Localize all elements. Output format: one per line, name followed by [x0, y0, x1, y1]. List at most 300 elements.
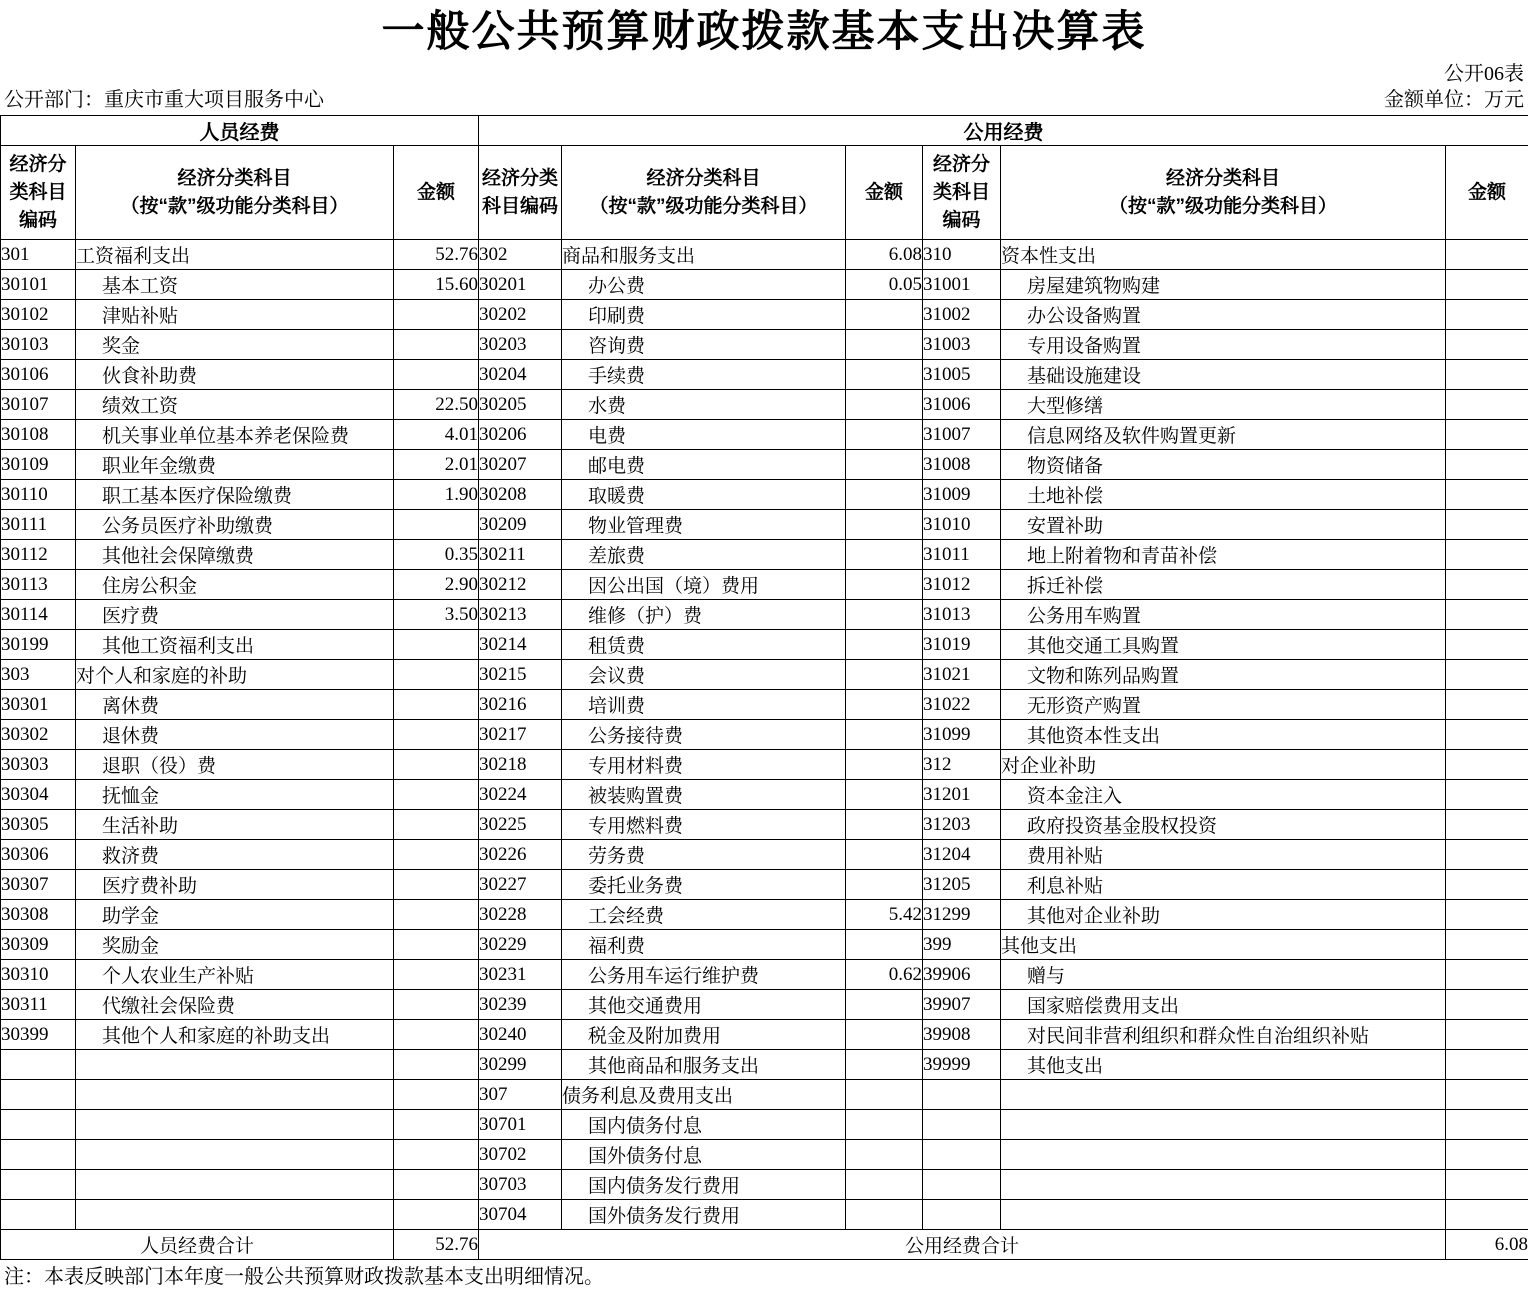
col-header-subject-line2: （按“款”级功能分类科目） [589, 195, 818, 217]
amount-cell: 15.60 [394, 270, 479, 300]
subject-cell: 地上附着物和青苗补偿 [1001, 540, 1446, 570]
subject-cell: 商品和服务支出 [562, 240, 846, 270]
amount-cell [394, 930, 479, 960]
amount-cell [1446, 330, 1528, 360]
code-cell: 30202 [479, 300, 562, 330]
code-cell: 31001 [923, 270, 1001, 300]
code-cell: 30102 [1, 300, 76, 330]
table-row [1, 450, 1528, 480]
personnel-total-label: 人员经费合计 [1, 1230, 394, 1260]
amount-cell [394, 1200, 479, 1230]
code-cell: 30112 [1, 540, 76, 570]
subject-cell: 安置补助 [1001, 510, 1446, 540]
code-cell: 31299 [923, 900, 1001, 930]
amount-cell [1446, 960, 1528, 990]
code-cell: 302 [479, 240, 562, 270]
code-cell: 30303 [1, 750, 76, 780]
code-cell: 30311 [1, 990, 76, 1020]
code-cell: 30209 [479, 510, 562, 540]
code-cell: 30305 [1, 810, 76, 840]
subject-cell [76, 1170, 394, 1200]
subject-cell [76, 1080, 394, 1110]
subject-cell: 国内债务发行费用 [562, 1170, 846, 1200]
subject-cell [1001, 1110, 1446, 1140]
subject-cell: 对个人和家庭的补助 [76, 660, 394, 690]
amount-cell [394, 360, 479, 390]
table-row [1, 510, 1528, 540]
code-cell: 30216 [479, 690, 562, 720]
subject-cell [76, 1110, 394, 1140]
subject-cell: 债务利息及费用支出 [562, 1080, 846, 1110]
amount-cell [846, 840, 923, 870]
code-cell: 30308 [1, 900, 76, 930]
amount-cell: 1.90 [394, 480, 479, 510]
code-cell: 30307 [1, 870, 76, 900]
subject-cell: 对企业补助 [1001, 750, 1446, 780]
table-row [1, 480, 1528, 510]
code-cell: 30309 [1, 930, 76, 960]
amount-cell [1446, 1080, 1528, 1110]
code-cell [923, 1080, 1001, 1110]
col-header-amount: 金额 [1446, 146, 1528, 240]
subject-cell: 维修（护）费 [562, 600, 846, 630]
code-cell: 30212 [479, 570, 562, 600]
code-cell: 30207 [479, 450, 562, 480]
col-header-amount: 金额 [394, 146, 479, 240]
code-cell: 31008 [923, 450, 1001, 480]
code-cell: 31201 [923, 780, 1001, 810]
amount-cell [1446, 510, 1528, 540]
amount-cell: 0.05 [846, 270, 923, 300]
subject-cell: 利息补贴 [1001, 870, 1446, 900]
subject-cell: 劳务费 [562, 840, 846, 870]
amount-cell [846, 750, 923, 780]
amount-cell [1446, 1050, 1528, 1080]
code-cell: 30103 [1, 330, 76, 360]
subject-cell: 资本性支出 [1001, 240, 1446, 270]
code-cell: 31013 [923, 600, 1001, 630]
code-cell: 30214 [479, 630, 562, 660]
amount-cell [394, 1020, 479, 1050]
code-cell: 30106 [1, 360, 76, 390]
amount-cell [394, 300, 479, 330]
table-row [1, 1170, 1528, 1200]
code-cell: 30239 [479, 990, 562, 1020]
table-row [1, 540, 1528, 570]
code-cell: 30240 [479, 1020, 562, 1050]
code-cell [1, 1140, 76, 1170]
code-cell: 31003 [923, 330, 1001, 360]
code-cell: 30203 [479, 330, 562, 360]
code-cell: 30226 [479, 840, 562, 870]
table-row [1, 300, 1528, 330]
public-total-label: 公用经费合计 [479, 1230, 1446, 1260]
code-cell: 307 [479, 1080, 562, 1110]
code-cell [1, 1080, 76, 1110]
amount-cell [846, 720, 923, 750]
code-cell: 30228 [479, 900, 562, 930]
code-cell: 31011 [923, 540, 1001, 570]
amount-cell [394, 810, 479, 840]
amount-cell [846, 660, 923, 690]
code-cell: 30110 [1, 480, 76, 510]
amount-cell [394, 840, 479, 870]
subject-cell [1001, 1170, 1446, 1200]
amount-cell [1446, 840, 1528, 870]
table-row [1, 870, 1528, 900]
amount-cell [846, 1140, 923, 1170]
code-cell: 30218 [479, 750, 562, 780]
table-row [1, 330, 1528, 360]
subject-cell: 土地补偿 [1001, 480, 1446, 510]
subject-cell: 其他交通工具购置 [1001, 630, 1446, 660]
amount-cell [846, 810, 923, 840]
subject-cell: 津贴补贴 [76, 300, 394, 330]
subject-cell: 退职（役）费 [76, 750, 394, 780]
code-cell: 30224 [479, 780, 562, 810]
amount-cell [846, 930, 923, 960]
subject-cell: 专用材料费 [562, 750, 846, 780]
amount-cell [846, 780, 923, 810]
amount-cell [394, 720, 479, 750]
code-cell: 31009 [923, 480, 1001, 510]
amount-cell [846, 390, 923, 420]
table-row [1, 900, 1528, 930]
code-cell: 31007 [923, 420, 1001, 450]
code-cell [1, 1050, 76, 1080]
amount-cell [1446, 570, 1528, 600]
code-cell: 301 [1, 240, 76, 270]
table-row [1, 270, 1528, 300]
amount-cell: 6.08 [846, 240, 923, 270]
amount-cell: 52.76 [394, 240, 479, 270]
code-cell: 31099 [923, 720, 1001, 750]
code-cell [923, 1200, 1001, 1230]
amount-cell [1446, 1140, 1528, 1170]
col-header-amount: 金额 [846, 146, 923, 240]
subject-cell [76, 1140, 394, 1170]
subject-cell: 医疗费 [76, 600, 394, 630]
code-cell: 30217 [479, 720, 562, 750]
code-cell: 30310 [1, 960, 76, 990]
subject-cell: 基础设施建设 [1001, 360, 1446, 390]
amount-cell [846, 420, 923, 450]
subject-cell: 其他个人和家庭的补助支出 [76, 1020, 394, 1050]
amount-cell [394, 960, 479, 990]
code-cell: 31203 [923, 810, 1001, 840]
code-cell: 39907 [923, 990, 1001, 1020]
col-header-subject-line1: 经济分类科目 [646, 167, 761, 189]
amount-cell [394, 1140, 479, 1170]
subject-cell: 工会经费 [562, 900, 846, 930]
amount-cell [394, 1110, 479, 1140]
subject-cell: 印刷费 [562, 300, 846, 330]
subject-cell: 其他支出 [1001, 1050, 1446, 1080]
code-cell: 39999 [923, 1050, 1001, 1080]
subject-cell: 住房公积金 [76, 570, 394, 600]
code-cell: 30204 [479, 360, 562, 390]
code-cell [923, 1170, 1001, 1200]
amount-cell [846, 690, 923, 720]
subject-cell: 赠与 [1001, 960, 1446, 990]
table-row [1, 1050, 1528, 1080]
table-code: 公开06表 [1444, 63, 1524, 85]
col-header-code: 经济分类科目编码 [479, 146, 562, 240]
col-header-subject-line2: （按“款”级功能分类科目） [1108, 195, 1337, 217]
subject-cell: 税金及附加费用 [562, 1020, 846, 1050]
code-cell: 30306 [1, 840, 76, 870]
amount-cell [1446, 720, 1528, 750]
amount-cell [394, 990, 479, 1020]
group-header-personnel: 人员经费 [1, 116, 479, 146]
table-row [1, 810, 1528, 840]
amount-cell [1446, 420, 1528, 450]
amount-cell [1446, 990, 1528, 1020]
amount-cell [1446, 870, 1528, 900]
subject-cell: 水费 [562, 390, 846, 420]
code-cell: 30101 [1, 270, 76, 300]
table-row [1, 690, 1528, 720]
amount-cell [846, 570, 923, 600]
table-row [1, 240, 1528, 270]
col-header-subject [562, 146, 846, 240]
amount-cell [394, 330, 479, 360]
subject-cell: 医疗费补助 [76, 870, 394, 900]
amount-cell [394, 780, 479, 810]
subject-cell: 费用补贴 [1001, 840, 1446, 870]
table-row [1, 570, 1528, 600]
subject-cell: 绩效工资 [76, 390, 394, 420]
subject-cell [76, 1050, 394, 1080]
amount-cell [394, 510, 479, 540]
subject-cell: 租赁费 [562, 630, 846, 660]
table-row [1, 1080, 1528, 1110]
table-row [1, 660, 1528, 690]
subject-cell [1001, 1080, 1446, 1110]
code-cell: 31012 [923, 570, 1001, 600]
code-cell: 30206 [479, 420, 562, 450]
subject-cell: 取暖费 [562, 480, 846, 510]
amount-cell [846, 600, 923, 630]
table-row [1, 720, 1528, 750]
code-cell: 30225 [479, 810, 562, 840]
amount-cell [394, 750, 479, 780]
amount-cell [1446, 1110, 1528, 1140]
amount-cell: 2.90 [394, 570, 479, 600]
table-row [1, 750, 1528, 780]
amount-cell [846, 540, 923, 570]
amount-cell [846, 630, 923, 660]
code-cell: 30108 [1, 420, 76, 450]
amount-unit: 金额单位：万元 [1384, 89, 1524, 111]
code-cell: 31205 [923, 870, 1001, 900]
subject-cell: 物资储备 [1001, 450, 1446, 480]
subject-cell: 公务用车购置 [1001, 600, 1446, 630]
subject-cell: 政府投资基金股权投资 [1001, 810, 1446, 840]
table-row [1, 840, 1528, 870]
subject-cell: 抚恤金 [76, 780, 394, 810]
amount-cell [846, 1170, 923, 1200]
table-row [1, 1140, 1528, 1170]
subject-cell: 代缴社会保险费 [76, 990, 394, 1020]
subject-cell: 咨询费 [562, 330, 846, 360]
amount-cell [1446, 1170, 1528, 1200]
expenditure-table [0, 115, 1528, 1260]
col-header-subject [1001, 146, 1446, 240]
table-row [1, 390, 1528, 420]
subject-cell: 拆迁补偿 [1001, 570, 1446, 600]
code-cell: 31010 [923, 510, 1001, 540]
col-header-subject-line2: （按“款”级功能分类科目） [120, 195, 349, 217]
amount-cell [846, 870, 923, 900]
amount-cell [846, 330, 923, 360]
code-cell: 31019 [923, 630, 1001, 660]
amount-cell: 2.01 [394, 450, 479, 480]
subject-cell: 退休费 [76, 720, 394, 750]
amount-cell [1446, 810, 1528, 840]
code-cell: 39908 [923, 1020, 1001, 1050]
code-cell: 30114 [1, 600, 76, 630]
amount-cell [1446, 1020, 1528, 1050]
amount-cell [1446, 360, 1528, 390]
meta-line [0, 87, 1528, 113]
amount-cell [394, 1050, 479, 1080]
code-cell: 30299 [479, 1050, 562, 1080]
code-cell: 39906 [923, 960, 1001, 990]
amount-cell [846, 1020, 923, 1050]
subject-cell: 职工基本医疗保险缴费 [76, 480, 394, 510]
code-cell: 31002 [923, 300, 1001, 330]
subject-cell: 离休费 [76, 690, 394, 720]
subject-cell: 其他对企业补助 [1001, 900, 1446, 930]
code-cell: 30399 [1, 1020, 76, 1050]
subject-cell: 文物和陈列品购置 [1001, 660, 1446, 690]
code-cell: 31022 [923, 690, 1001, 720]
code-cell: 30702 [479, 1140, 562, 1170]
subject-cell: 其他商品和服务支出 [562, 1050, 846, 1080]
amount-cell: 22.50 [394, 390, 479, 420]
code-cell: 30701 [479, 1110, 562, 1140]
code-cell: 30301 [1, 690, 76, 720]
code-cell: 30107 [1, 390, 76, 420]
subject-cell: 电费 [562, 420, 846, 450]
amount-cell [846, 300, 923, 330]
table-row [1, 600, 1528, 630]
col-header-subject [76, 146, 394, 240]
group-header-public: 公用经费 [479, 116, 1528, 146]
subject-cell: 个人农业生产补贴 [76, 960, 394, 990]
code-cell: 30704 [479, 1200, 562, 1230]
amount-cell [846, 1110, 923, 1140]
code-cell: 30304 [1, 780, 76, 810]
subject-cell: 生活补助 [76, 810, 394, 840]
code-cell: 30199 [1, 630, 76, 660]
code-cell: 303 [1, 660, 76, 690]
amount-cell [394, 630, 479, 660]
footnote: 注：本表反映部门本年度一般公共预算财政拨款基本支出明细情况。 [4, 1266, 604, 1288]
code-cell [1, 1110, 76, 1140]
code-cell: 31005 [923, 360, 1001, 390]
amount-cell [1446, 390, 1528, 420]
amount-cell [846, 1050, 923, 1080]
subject-cell: 助学金 [76, 900, 394, 930]
code-cell: 30231 [479, 960, 562, 990]
subject-cell: 差旅费 [562, 540, 846, 570]
amount-cell [846, 450, 923, 480]
code-cell: 310 [923, 240, 1001, 270]
table-row [1, 630, 1528, 660]
code-cell: 30208 [479, 480, 562, 510]
amount-cell: 3.50 [394, 600, 479, 630]
code-cell [1, 1200, 76, 1230]
subject-cell: 邮电费 [562, 450, 846, 480]
amount-cell [1446, 600, 1528, 630]
subject-cell: 专用设备购置 [1001, 330, 1446, 360]
subject-cell: 手续费 [562, 360, 846, 390]
subject-cell: 培训费 [562, 690, 846, 720]
subject-cell: 救济费 [76, 840, 394, 870]
amount-cell [1446, 270, 1528, 300]
amount-cell: 0.35 [394, 540, 479, 570]
subject-cell: 奖金 [76, 330, 394, 360]
amount-cell [1446, 930, 1528, 960]
code-cell: 30113 [1, 570, 76, 600]
amount-cell [1446, 1200, 1528, 1230]
subject-cell: 公务员医疗补助缴费 [76, 510, 394, 540]
amount-cell [394, 1080, 479, 1110]
code-cell: 30211 [479, 540, 562, 570]
code-cell: 30302 [1, 720, 76, 750]
amount-cell [1446, 690, 1528, 720]
code-cell [1, 1170, 76, 1200]
subject-cell: 信息网络及软件购置更新 [1001, 420, 1446, 450]
code-cell [923, 1110, 1001, 1140]
subject-cell [1001, 1140, 1446, 1170]
amount-cell [846, 1200, 923, 1230]
amount-cell [394, 870, 479, 900]
amount-cell [1446, 480, 1528, 510]
col-header-subject-line1: 经济分类科目 [1165, 167, 1280, 189]
subject-cell: 公务用车运行维护费 [562, 960, 846, 990]
subject-cell: 资本金注入 [1001, 780, 1446, 810]
table-row [1, 990, 1528, 1020]
subject-cell: 委托业务费 [562, 870, 846, 900]
code-cell: 30227 [479, 870, 562, 900]
code-cell: 30229 [479, 930, 562, 960]
code-cell: 30215 [479, 660, 562, 690]
subject-cell: 国家赔偿费用支出 [1001, 990, 1446, 1020]
amount-cell [394, 1170, 479, 1200]
amount-cell [1446, 240, 1528, 270]
subject-cell: 福利费 [562, 930, 846, 960]
table-body [1, 240, 1528, 1230]
personnel-total-amount: 52.76 [394, 1230, 479, 1260]
table-row [1, 1020, 1528, 1050]
amount-cell [1446, 780, 1528, 810]
amount-cell [1446, 630, 1528, 660]
subject-cell: 被装购置费 [562, 780, 846, 810]
amount-cell [846, 480, 923, 510]
amount-cell: 0.62 [846, 960, 923, 990]
subject-cell: 无形资产购置 [1001, 690, 1446, 720]
amount-cell [394, 660, 479, 690]
code-cell: 30213 [479, 600, 562, 630]
table-row [1, 1200, 1528, 1230]
subject-cell: 其他资本性支出 [1001, 720, 1446, 750]
amount-cell: 5.42 [846, 900, 923, 930]
amount-cell [1446, 660, 1528, 690]
amount-cell [846, 360, 923, 390]
